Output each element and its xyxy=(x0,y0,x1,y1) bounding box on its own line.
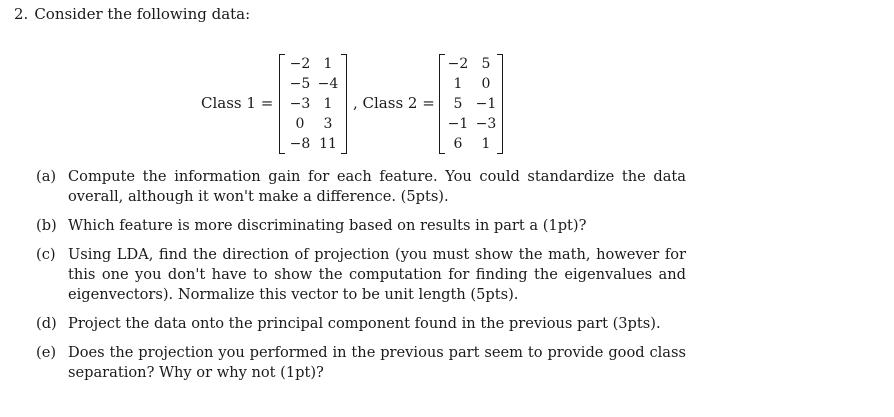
item-text: Which feature is more discriminating based on results in part a (1pt)? xyxy=(68,217,587,234)
matrix-cell: 1 xyxy=(323,56,333,72)
item-text: Project the data onto the principal component found in the previous part (3pts). xyxy=(68,315,661,332)
item-marker: (c) xyxy=(36,246,56,263)
problem-number: 2. xyxy=(14,5,29,23)
item-marker: (d) xyxy=(36,315,57,332)
question-item-a xyxy=(36,167,686,207)
matrix-cell: −1 xyxy=(475,96,497,112)
matrix-row xyxy=(439,94,503,114)
matrix-cell: −1 xyxy=(447,116,469,132)
matrix-row xyxy=(279,74,347,94)
question-item-e xyxy=(36,343,686,383)
matrix-cell: 11 xyxy=(319,136,337,152)
matrix-row xyxy=(279,114,347,134)
matrix-cell: 1 xyxy=(453,76,463,92)
item-text: Does the projection you performed in the previous part seem to provide good class separation? Why or why not (1pt)? xyxy=(68,344,686,381)
matrix-row xyxy=(439,134,503,154)
class1-matrix xyxy=(279,54,347,154)
matrix-cell: 1 xyxy=(323,96,333,112)
matrix-cell: 6 xyxy=(453,136,463,152)
item-text: Compute the information gain for each feature. You could standardize the data overall, although it won't make a difference. (5pts). xyxy=(68,168,686,205)
matrix-cell: −3 xyxy=(475,116,497,132)
matrix-cell: 3 xyxy=(323,116,333,132)
matrix-cell: 0 xyxy=(295,116,305,132)
matrix-row xyxy=(279,134,347,154)
data-matrices xyxy=(0,0,894,160)
class1-label: Class 1 = xyxy=(201,94,274,112)
question-item-b xyxy=(36,216,686,236)
class2-label: , Class 2 = xyxy=(353,94,435,112)
matrix-row xyxy=(439,74,503,94)
matrix-row xyxy=(439,114,503,134)
problem-intro: Consider the following data: xyxy=(34,5,251,23)
item-marker: (e) xyxy=(36,344,57,361)
item-text: Using LDA, find the direction of projection (you must show the math, however for this one you don't have to show the computation for finding the eigenvalues and eigenvectors). Normalize this vector to be unit length (5pts). xyxy=(68,246,686,303)
item-marker: (b) xyxy=(36,217,57,234)
question-list xyxy=(36,167,686,392)
matrix-cell: −4 xyxy=(317,76,339,92)
question-item-d xyxy=(36,314,686,334)
matrix-cell: −8 xyxy=(289,136,311,152)
matrix-cell: −2 xyxy=(447,56,469,72)
class2-matrix xyxy=(439,54,503,154)
item-marker: (a) xyxy=(36,168,57,185)
question-item-c xyxy=(36,245,686,305)
matrix-cell: 0 xyxy=(481,76,491,92)
matrix-cell: 5 xyxy=(481,56,491,72)
matrix-row xyxy=(279,54,347,74)
matrix-cell: −5 xyxy=(289,76,311,92)
matrix-cell: 1 xyxy=(481,136,491,152)
matrix-cell: −3 xyxy=(289,96,311,112)
matrix-cell: 5 xyxy=(453,96,463,112)
matrix-row xyxy=(279,94,347,114)
matrix-row xyxy=(439,54,503,74)
matrix-cell: −2 xyxy=(289,56,311,72)
